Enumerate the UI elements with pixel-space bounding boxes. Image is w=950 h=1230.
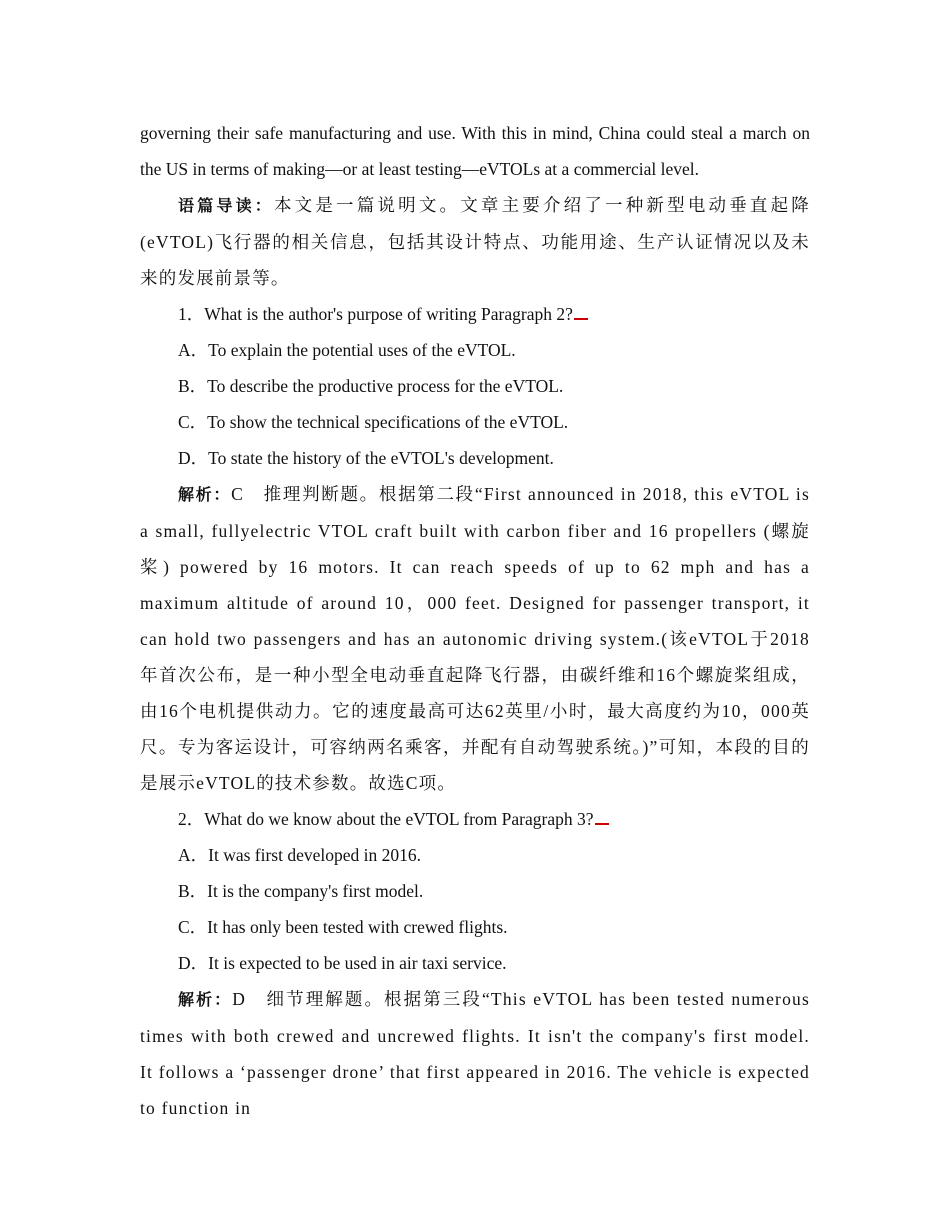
answer-blank-2[interactable] — [595, 809, 609, 825]
question-1 — [140, 296, 810, 332]
q2-option-c: C．It has only been tested with crewed flights. — [178, 917, 508, 937]
q2-analysis-label: 解析： — [178, 990, 233, 1009]
question-2-text: 2．What do we know about the eVTOL from Paragraph 3? — [178, 809, 594, 829]
q1-option-b: B．To describe the productive process for the eVTOL. — [178, 376, 564, 396]
document-page — [140, 115, 810, 1126]
q2-option-b: B．It is the company's first model. — [178, 881, 424, 901]
q2-analysis-text: D 细节理解题。根据第三段“This eVTOL has been tested numerous times with both crewed and uncrewed flights. It isn't the company's first model. It follows a ‘passenger drone’ that first appeared in 2016. The vehicle is expected to function in — [140, 989, 810, 1118]
q1-option-a: A．To explain the potential uses of the eVTOL. — [178, 340, 516, 360]
answer-blank-1[interactable] — [574, 304, 588, 320]
q1-analysis — [140, 476, 810, 801]
intro-paragraph: governing their safe manufacturing and use. With this in mind, China could steal a march on the US in terms of making—or at least testing—eVTOLs at a commercial level. — [140, 123, 810, 179]
guide-paragraph — [140, 187, 810, 296]
q1-analysis-label: 解析： — [178, 485, 232, 504]
guide-text: 本文是一篇说明文。文章主要介绍了一种新型电动垂直起降(eVTOL)飞行器的相关信息，包括其设计特点、功能用途、生产认证情况以及未来的发展前景等。 — [140, 195, 810, 288]
q1-option-d: D．To state the history of the eVTOL's development. — [178, 448, 554, 468]
q2-analysis — [140, 981, 810, 1126]
q2-option-a: A．It was first developed in 2016. — [178, 845, 422, 865]
question-2 — [140, 801, 810, 837]
q1-option-c: C．To show the technical specifications of the eVTOL. — [178, 412, 569, 432]
q1-analysis-text: C 推理判断题。根据第二段“First announced in 2018, this eVTOL is a small, fullyelectric VTOL craft built with carbon fiber and 16 propellers (螺旋桨) powered by 16 motors. It can reach speeds of up to 62 mph and has a maximum altitude of around 10，000 feet. Designed for passenger transport, it can hold two passengers and has an autonomic driving system.(该eVTOL于2018年首次公布，是一种小型全电动垂直起降飞行器，由碳纤维和16个螺旋桨组成，由16个电机提供动力。它的速度最高可达62英里/小时，最大高度约为10，000英尺。专为客运设计，可容纳两名乘客，并配有自动驾驶系统。)”可知，本段的目的是展示eVTOL的技术参数。故选C项。 — [140, 484, 810, 793]
question-1-text: 1．What is the author's purpose of writing Paragraph 2? — [178, 304, 573, 324]
q2-option-d: D．It is expected to be used in air taxi service. — [178, 953, 507, 973]
guide-label: 语篇导读： — [178, 196, 274, 215]
